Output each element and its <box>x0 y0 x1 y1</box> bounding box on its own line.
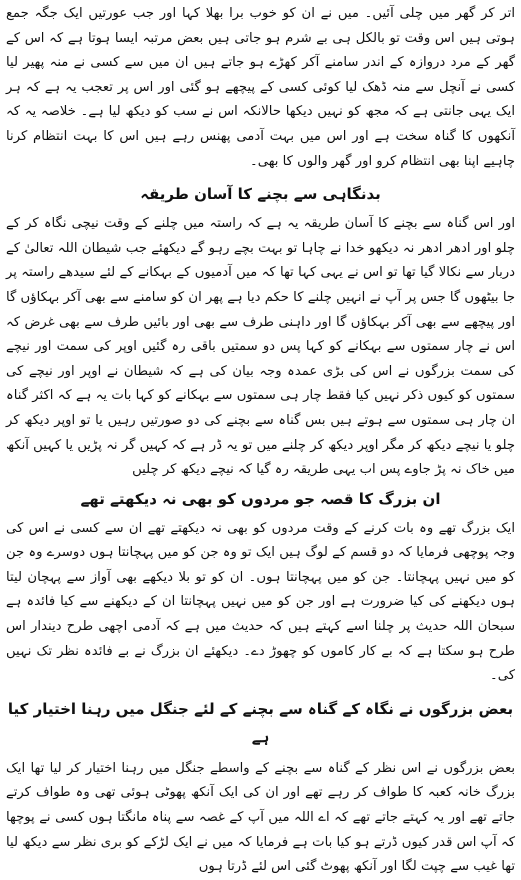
paragraph-intro: اتر کر گھر میں چلی آئیں۔ میں نے ان کو خوب برا بھلا کہا اور جب عورتیں ایک جگہ جمع ہوتی ہیں اس وقت تو بالکل ہی بے شرم ہو جاتی ہیں بعض مرتبہ ایسا ہوتا ہے کہ اس کے گھر کے مرد دروازہ کے اندر سامنے آکر کھڑے ہو جاتے ہیں ان میں سے کسی نے منہ پھیر لیا کسی نے آنچل سے منہ ڈھک لیا کوئی کسی کے پیچھے ہو گئی اور اس پر تعجب یہ ہے کہ ہر ایک یہی جانتی ہے کہ مجھ کو نہیں دیکھا حالانکہ اس نے سب کو دیکھ لیا ہے۔ خلاصہ یہ کہ آنکھوں کا گناہ سخت ہے اور اس میں بہت آدمی پھنس رہے ہیں اس کا بہت انتظام کرنا چاہیے اپنا بھی انتظام کرو اور گھر والوں کا بھی۔ <box>6 6 515 169</box>
paragraph-jungle-elders: بعض بزرگوں نے اس نظر کے گناہ سے بچنے کے واسطے جنگل میں رہنا اختیار کر لیا تھا ایک بزرگ خانہ کعبہ کا طواف کر رہے تھے اور ان کی ایک آنکھ پھوٹی ہوئی تھی وہ طواف کرتے جاتے تھے اور یہ کہتے جاتے تھے کہ اے اللہ میں آپ کے غصہ سے پناہ مانگتا ہوں کسی نے پوچھا کہ آپ اس قدر کیوں ڈرتے ہو کیا بات ہے فرمایا کہ میں نے ایک لڑکے کو بری نظر سے دیکھ لیا تھا غیب سے چپت لگا اور آنکھ پھوٹ گئی اس لئے ڈرتا ہوں <box>6 760 515 875</box>
paragraph-easy-method: اور اس گناہ سے بچنے کا آسان طریقہ یہ ہے کہ راستہ میں چلنے کے وقت نیچی نگاہ کر کے چلو اور ادھر ادھر نہ دیکھو خدا نے چاہا تو بہت بچے رہو گے دیکھئے جب شیطان اللہ تعالیٰ کے دربار سے نکالا گیا تھا تو اس نے یہی کہا تھا کہ میں آدمیوں کے بہکانے کے لئے سیدھے راستہ پر جا بیٹھوں گا جس پر آپ نے انہیں چلنے کا حکم دیا ہے پھر ان کو سامنے سے بھی آکر بہکاؤں گا اور پیچھے سے بھی آکر بہکاؤں گا اور داہنی طرف سے بھی اور بائیں طرف سے بھی غرض کہ اس نے چار سمتوں سے بہکانے کو کہا پس دو سمتیں باقی رہ گئیں اوپر کی سمت اور نیچے کی سمت بزرگوں نے اس کی بڑی عمدہ وجہ بیان کی ہے کہ شیطان نے اوپر اور نیچے کی سمتوں کو کیوں ذکر نہیں کیا فقط چار ہی سمتوں سے بہکانے کو کہا بات یہ ہے کہ اکثر گناہ ان چار ہی سمتوں سے ہوتے ہیں بس گناہ سے بچنے کی دو صورتیں رہیں یا تو اوپر دیکھ کر چلو یا نیچے دیکھ کر مگر اوپر دیکھ کر چلنے میں تو یہ ڈر ہے کہ کہیں گر نہ پڑیں یا کہیں آنکھ میں خاک نہ پڑ جاوے پس اب یہی طریقہ رہ گیا کہ نیچے دیکھ کر چلیں <box>6 216 515 478</box>
heading-easy-method: بدنگاہی سے بچنے کا آسان طریقہ <box>140 185 381 204</box>
heading-jungle-elders: بعض بزرگوں نے نگاہ کے گناہ سے بچنے کے لئے جنگل میں رہنا اختیار کیا ہے <box>7 699 514 746</box>
paragraph-elder-story: ایک بزرگ تھے وہ بات کرنے کے وقت مردوں کو بھی نہ دیکھتے تھے ان سے کسی نے اس کی وجہ پوچھی فرمایا کہ دو قسم کے لوگ ہیں ایک تو وہ جن کو میں پہچانتا ہوں دوسرے وہ جن کو میں نہیں پہچانتا۔ جن کو میں پہچانتا ہوں۔ ان کو تو بلا دیکھے بھی آواز سے پہچان لیتا ہوں دیکھنے کی کیا ضرورت ہے اور جن کو میں نہیں پہچانتا ان کے دیکھنے سے کیا فائدہ ہے سبحان اللہ حدیث پر چلنا اسے کہتے ہیں کہ حدیث میں ہے کہ آدمی اچھی طرح دیندار اس طرح ہو سکتا ہے کہ بے کار کاموں کو چھوڑ دے۔ دیکھئے ان بزرگ نے بے فائدہ نظر تک نہیں کی۔ <box>6 520 515 684</box>
heading-elder-story: ان بزرگ کا قصہ جو مردوں کو بھی نہ دیکھتے تھے <box>80 489 441 508</box>
